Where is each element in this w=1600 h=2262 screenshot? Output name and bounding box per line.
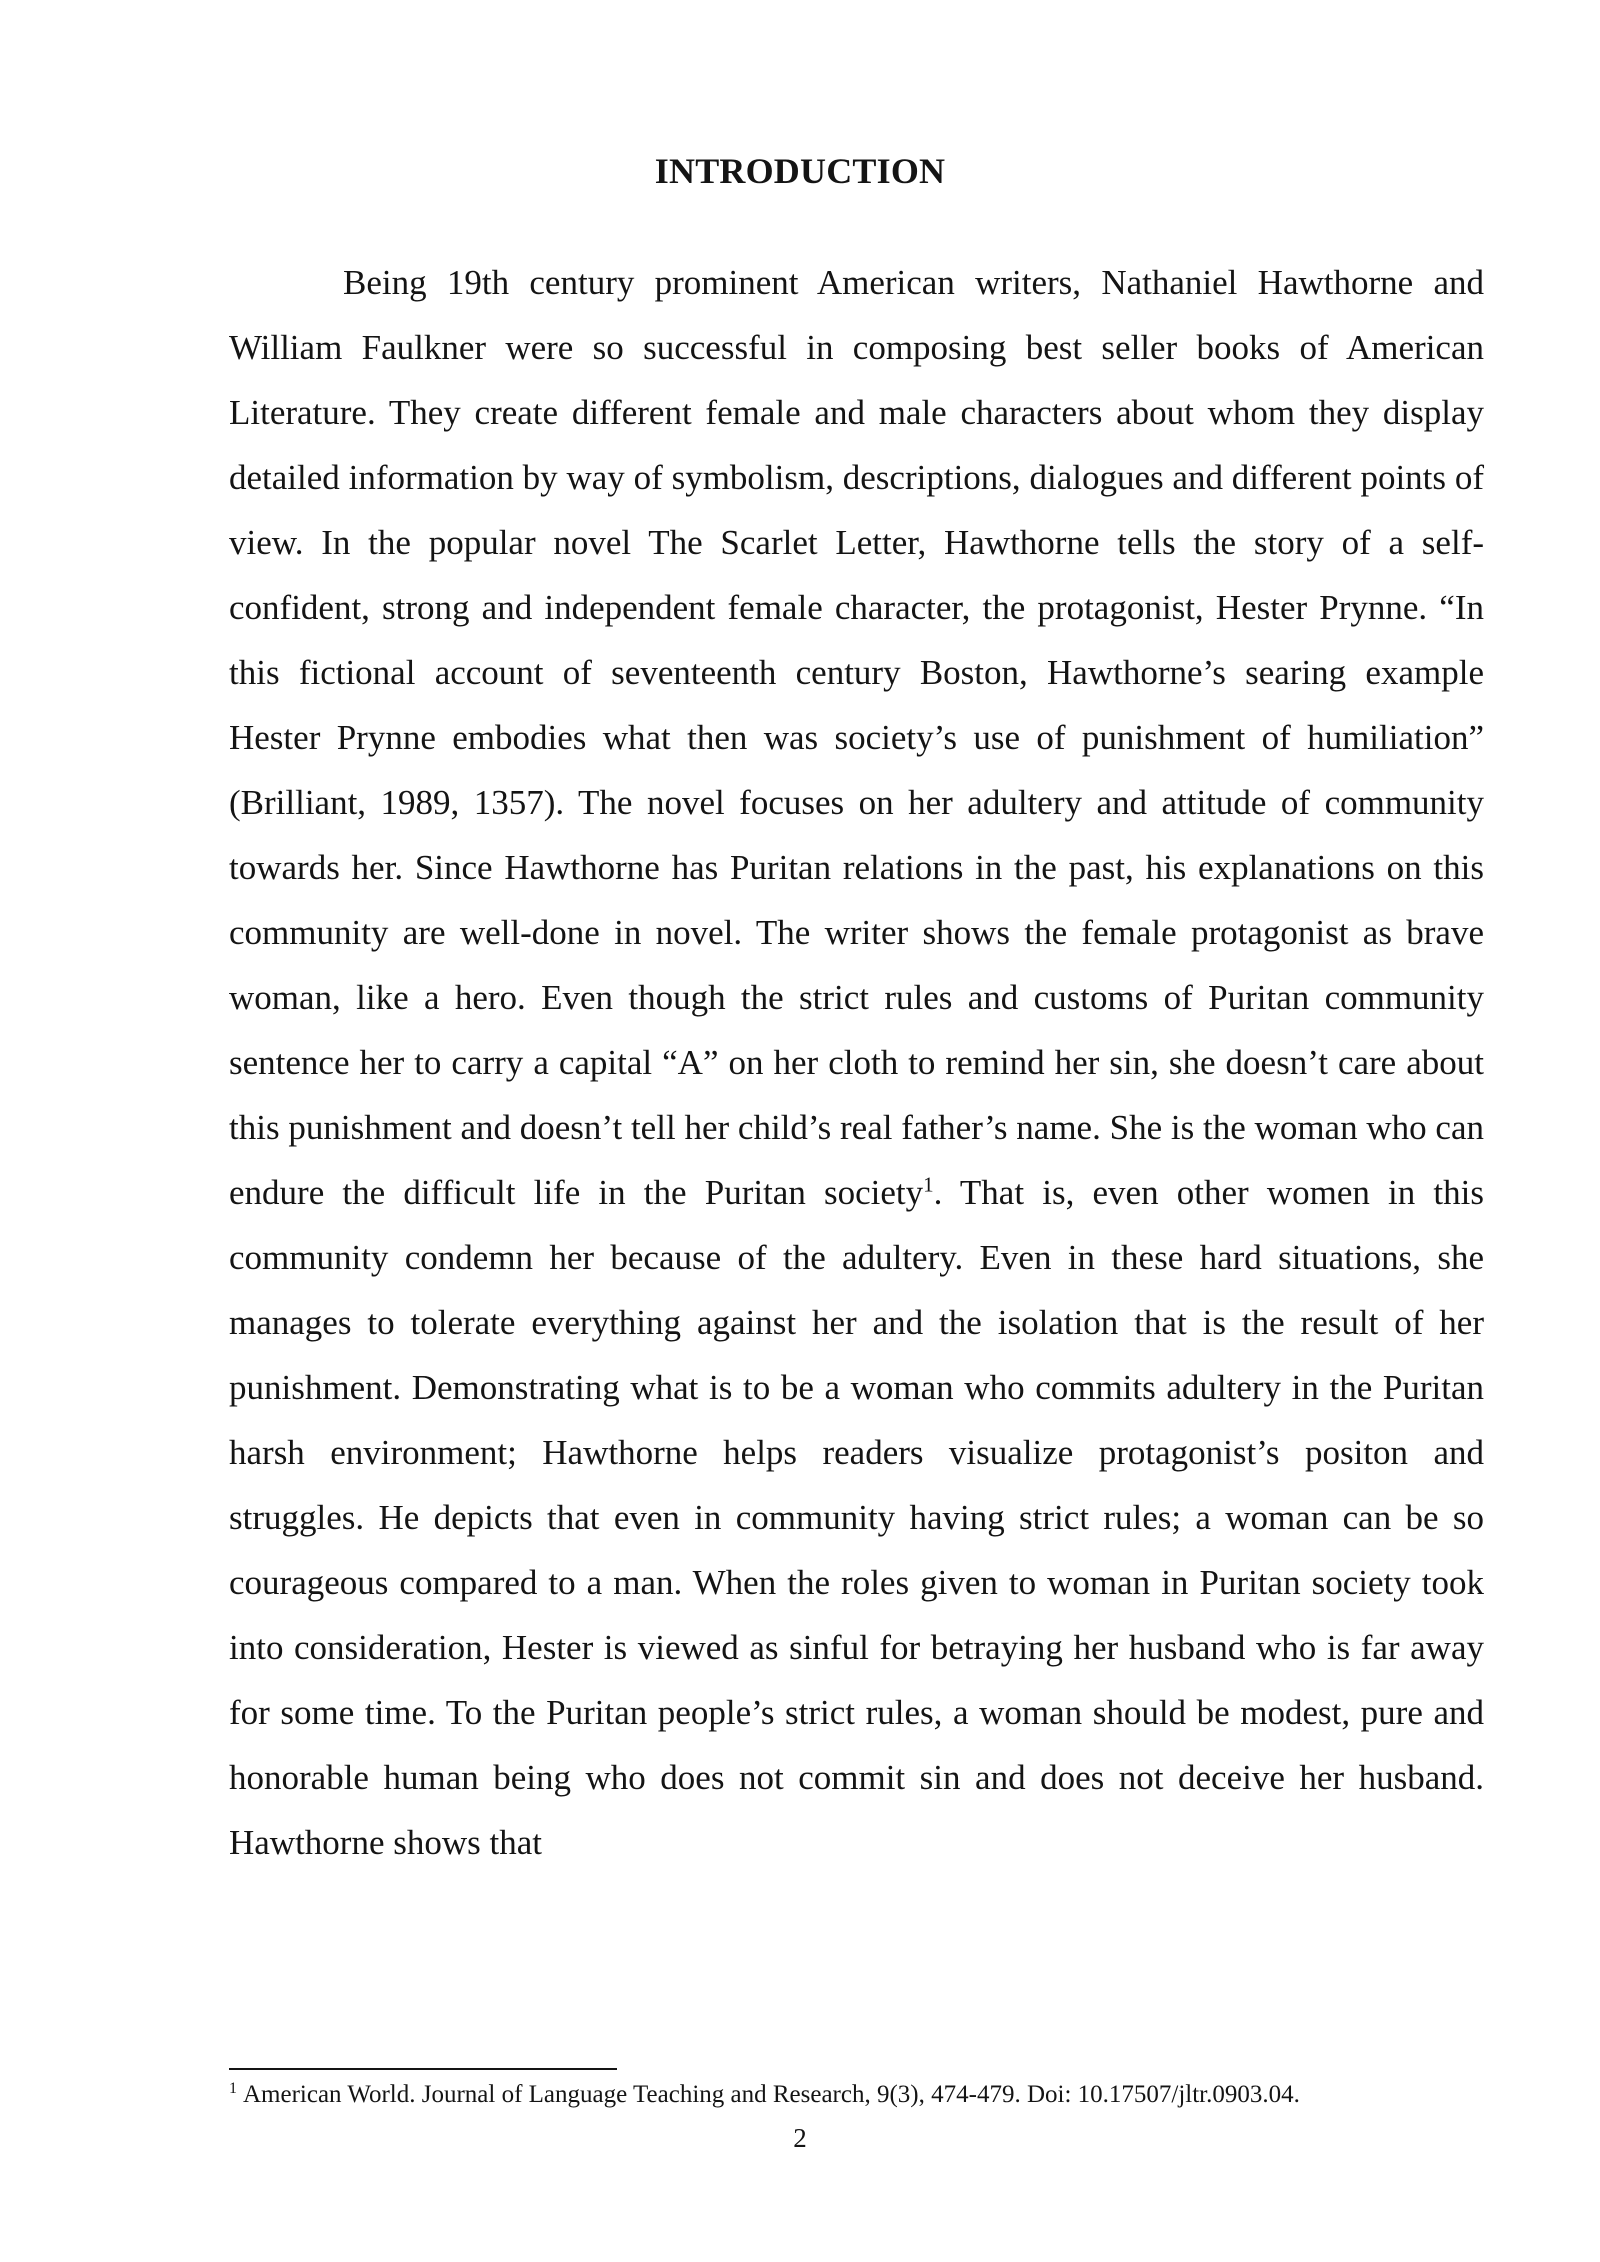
- footnote-reference[interactable]: 1: [923, 1172, 934, 1197]
- section-heading: INTRODUCTION: [654, 151, 946, 191]
- body-paragraph: [229, 250, 1484, 1875]
- body-text-part-1: Being 19th century prominent American writers, Nathaniel Hawthorne and William Faulkner were so successful in composing best seller books of American Literature. They create different female and male characters about whom they display detailed information by way of symbolism, descriptions, dialogues and different points of view. In the popular novel The Scarlet Letter, Hawthorne tells the story of a self-confident, strong and independent female character, the protagonist, Hester Prynne. “In this fictional account of seventeenth century Boston, Hawthorne’s searing example Hester Prynne embodies what then was society’s use of punishment of humiliation” (Brilliant, 1989, 1357). The novel focuses on her adultery and attitude of community towards her. Since Hawthorne has Puritan relations in the past, his explanations on this community are well-done in novel. The writer shows the female protagonist as brave woman, like a hero. Even though the strict rules and customs of Puritan community sentence her to carry a capital “A” on her cloth to remind her sin, she doesn’t care about this punishment and doesn’t tell her child’s real father’s name. She is the woman who can endure the difficult life in the Puritan society: [229, 263, 1484, 1212]
- body-text-part-2: . That is, even other women in this community condemn her because of the adultery. Even in these hard situations, she manages to tolerate everything against her and the isolation that is the result of her punishment. Demonstrating what is to be a woman who commits adultery in the Puritan harsh environment; Hawthorne helps readers visualize protagonist’s positon and struggles. He depicts that even in community having strict rules; a woman can be so courageous compared to a man. When the roles given to woman in Puritan society took into consideration, Hester is viewed as sinful for betraying her husband who is far away for some time. To the Puritan people’s strict rules, a woman should be modest, pure and honorable human being who does not commit sin and does not deceive her husband. Hawthorne shows that: [229, 1173, 1484, 1862]
- page-number: 2: [793, 2123, 807, 2153]
- footnote: [229, 2077, 1484, 2113]
- footnote-separator: [229, 2068, 617, 2070]
- footnote-mark: 1: [229, 2079, 237, 2097]
- footnote-text: American World. Journal of Language Teaching and Research, 9(3), 474-479. Doi: 10.17507/jltr.0903.04.: [243, 2081, 1300, 2108]
